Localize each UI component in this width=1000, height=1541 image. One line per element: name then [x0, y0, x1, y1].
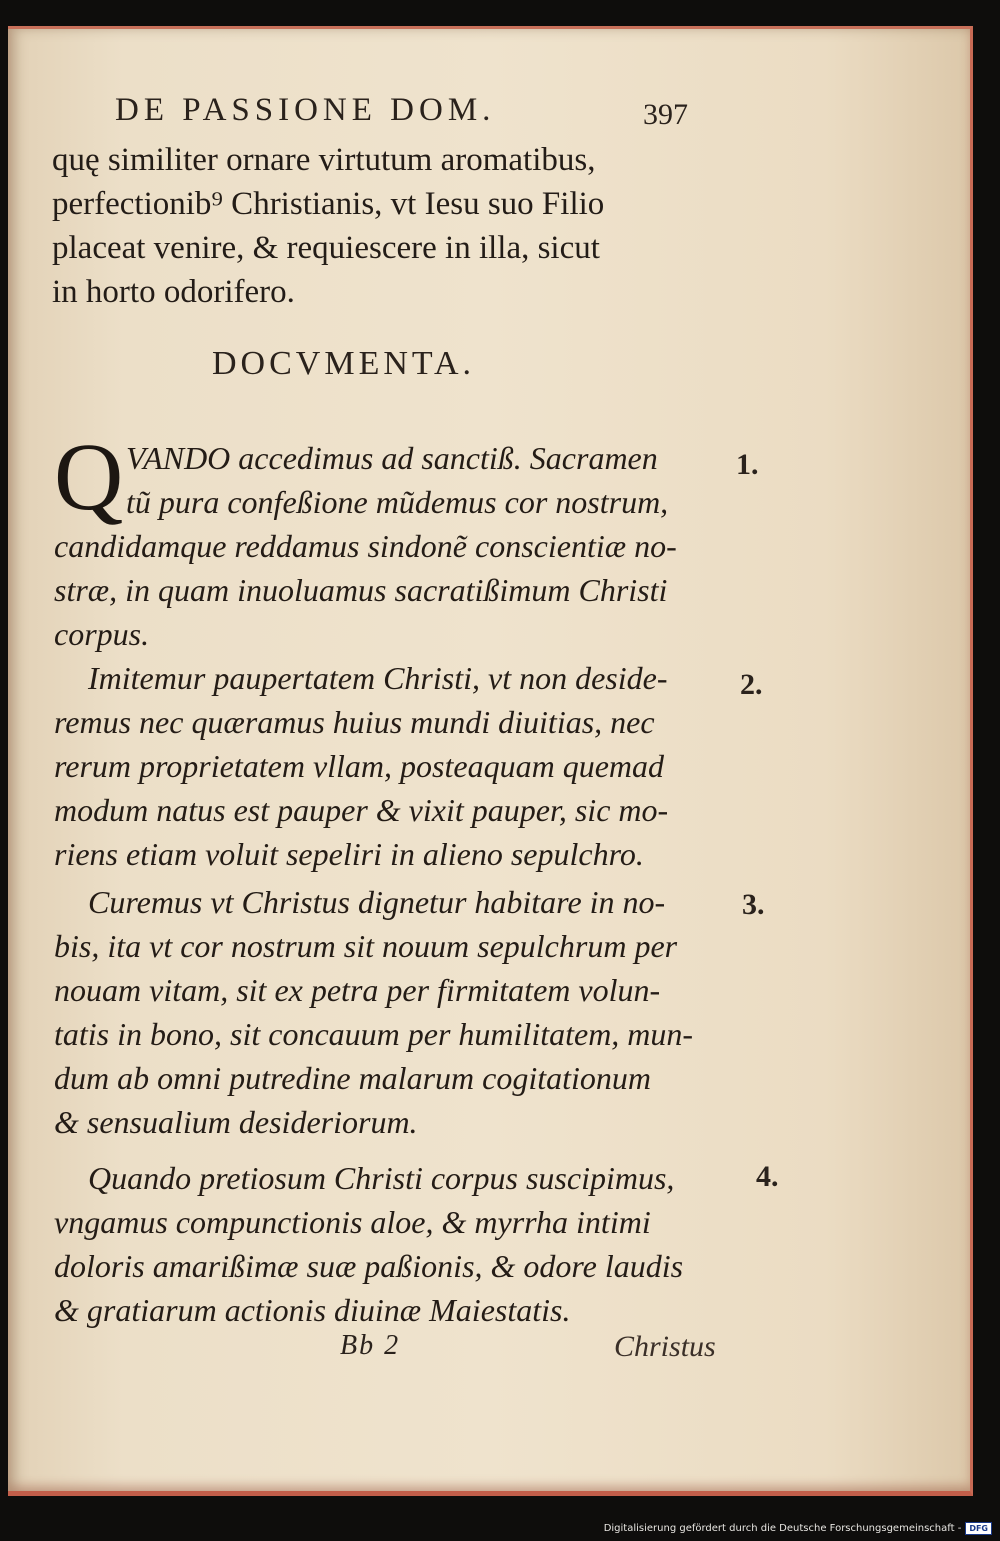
marginal-number-4: 4. — [756, 1160, 779, 1193]
documentum-paragraph-3 — [54, 880, 714, 1144]
text-line: corpus. — [54, 616, 150, 652]
credit-text: Digitalisierung gefördert durch die Deutsche Forschungsgemeinschaft - — [603, 1523, 962, 1534]
section-heading: DOCVMENTA. — [212, 345, 475, 382]
text-line: in horto odorifero. — [52, 274, 295, 310]
text-line: Curemus vt Christus dignetur habitare in no- — [88, 884, 666, 920]
dfg-logo: DFG — [965, 1522, 992, 1535]
text-line: rerum proprietatem vllam, posteaquam quemad — [54, 748, 664, 784]
running-head: DE PASSIONE DOM. — [115, 92, 496, 128]
text-line: doloris amarißimæ suæ paßionis, & odore laudis — [54, 1248, 684, 1284]
signature-mark: Bb 2 — [340, 1330, 401, 1361]
marginal-number-2: 2. — [740, 668, 763, 701]
text-line: quę similiter ornare virtutum aromatibus, — [52, 142, 596, 178]
text-line: riens etiam voluit sepeliri in alieno sepulchro. — [54, 836, 644, 872]
text-line: dum ab omni putredine malarum cogitationum — [54, 1060, 651, 1096]
opening-text — [52, 138, 712, 314]
text-line: modum natus est pauper & vixit pauper, sic mo- — [54, 792, 669, 828]
text-line: tũ pura confeßione mũdemus cor nostrum, — [126, 484, 669, 520]
documentum-paragraph-2 — [54, 656, 714, 876]
text-line: nouam vitam, sit ex petra per firmitatem volun- — [54, 972, 661, 1008]
text-line: vngamus compunctionis aloe, & myrrha intimi — [54, 1204, 651, 1240]
documentum-paragraph-4 — [54, 1156, 714, 1332]
text-line: stræ, in quam inuoluamus sacratißimum Christi — [54, 572, 668, 608]
text-line: bis, ita vt cor nostrum sit nouum sepulchrum per — [54, 928, 678, 964]
text-line: Imitemur paupertatem Christi, vt non deside- — [88, 660, 668, 696]
text-line: & gratiarum actionis diuinæ Maiestatis. — [54, 1292, 571, 1328]
drop-capital: Q — [54, 423, 124, 530]
text-line: VANDO accedimus ad sanctiß. Sacramen — [126, 440, 658, 476]
text-line: perfectionib⁹ Christianis, vt Iesu suo Filio — [52, 186, 605, 222]
digitization-credit — [604, 1522, 992, 1535]
text-line: tatis in bono, sit concauum per humilitatem, mun- — [54, 1016, 694, 1052]
text-line: Quando pretiosum Christi corpus suscipimus, — [88, 1160, 675, 1196]
marginal-number-3: 3. — [742, 888, 765, 921]
text-line: candidamque reddamus sindonẽ conscientiæ no- — [54, 528, 677, 564]
catchword: Christus — [614, 1330, 716, 1363]
page-number: 397 — [643, 98, 688, 131]
text-line: placeat venire, & requiescere in illa, sicut — [52, 230, 600, 266]
marginal-number-1: 1. — [736, 448, 759, 481]
text-line: & sensualium desideriorum. — [54, 1104, 418, 1140]
text-line: remus nec quæramus huius mundi diuitias, nec — [54, 704, 655, 740]
documentum-paragraph-1 — [54, 436, 714, 656]
